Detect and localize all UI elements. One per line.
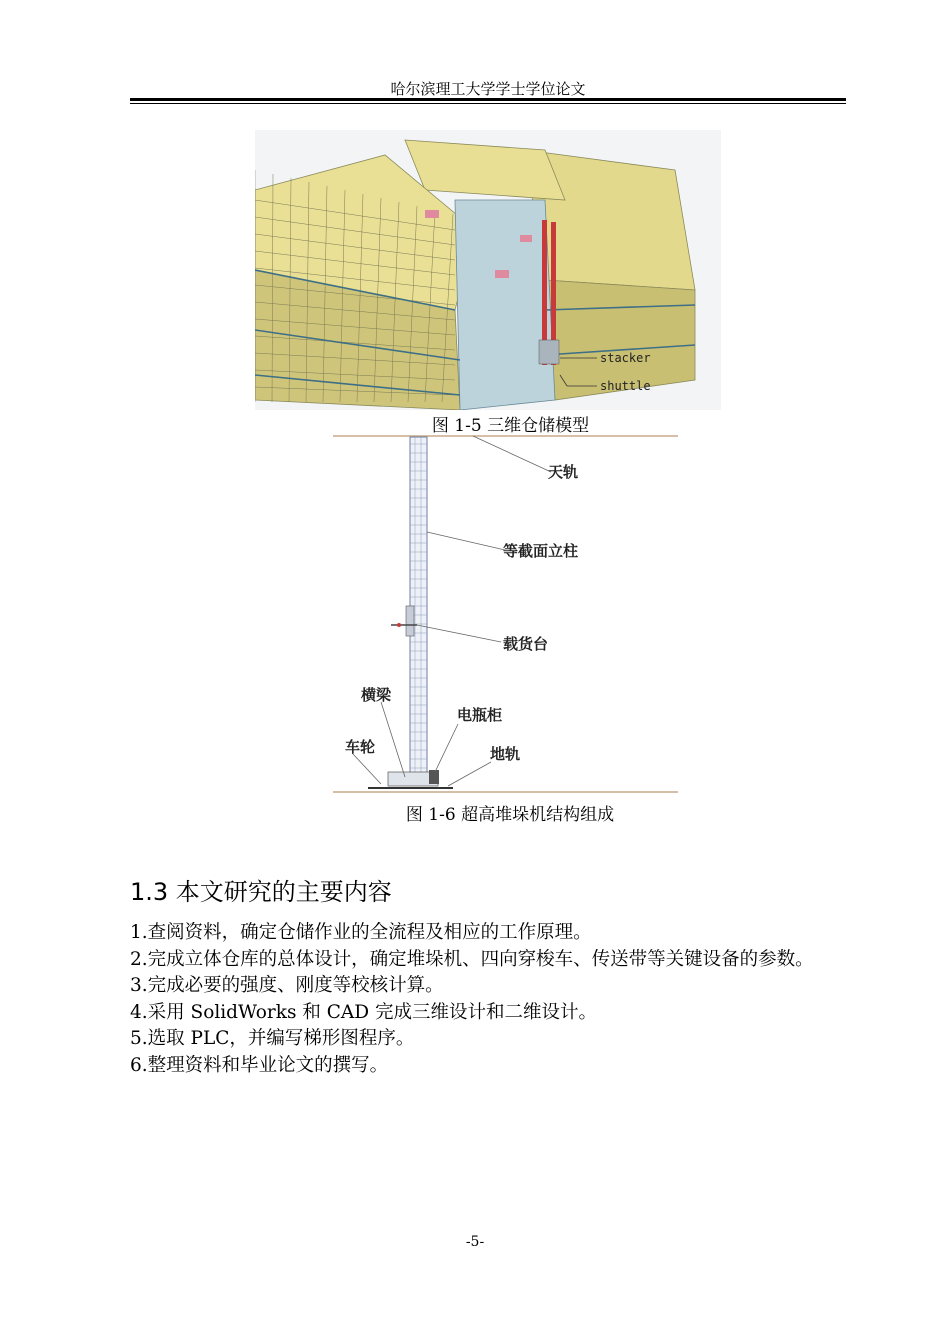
running-header: 哈尔滨理工大学学士学位论文 xyxy=(390,80,586,98)
page-number: -5- xyxy=(465,1234,485,1250)
figure-stacker-structure xyxy=(333,432,678,797)
label-top-rail: 天轨 xyxy=(548,463,579,481)
figure-caption-1-6: 图 1-6 超高堆垛机结构组成 xyxy=(405,805,615,825)
list-item: 3.完成必要的强度、刚度等校核计算。 xyxy=(130,975,444,996)
label-beam: 横梁 xyxy=(361,686,392,704)
label-ground-rail: 地轨 xyxy=(490,745,521,763)
list-item: 2.完成立体仓库的总体设计，确定堆垛机、四向穿梭车、传送带等关键设备的参数。 xyxy=(130,948,814,970)
label-cabinet: 电瓶柜 xyxy=(457,706,503,724)
section-heading: 1.3 本文研究的主要内容 xyxy=(130,878,392,906)
figure-3d-warehouse xyxy=(255,130,721,410)
list-item: 1.查阅资料，确定仓储作业的全流程及相应的工作原理。 xyxy=(130,922,592,943)
header-rule-thick xyxy=(130,98,846,101)
header-rule-thin xyxy=(130,103,846,104)
list-item: 5.选取 PLC，并编写梯形图程序。 xyxy=(130,1028,415,1049)
list-item: 6.整理资料和毕业论文的撰写。 xyxy=(130,1054,389,1076)
list-item: 4.采用 SolidWorks 和 CAD 完成三维设计和二维设计。 xyxy=(130,1001,597,1023)
label-wheel: 车轮 xyxy=(345,738,376,756)
content-list xyxy=(130,920,846,1079)
label-shuttle: shuttle xyxy=(600,379,651,393)
figure-caption-1-5: 图 1-5 三维仓储模型 xyxy=(431,416,590,436)
label-carriage: 载货台 xyxy=(503,635,549,653)
label-column: 等截面立柱 xyxy=(503,542,579,560)
label-stacker: stacker xyxy=(600,351,651,365)
